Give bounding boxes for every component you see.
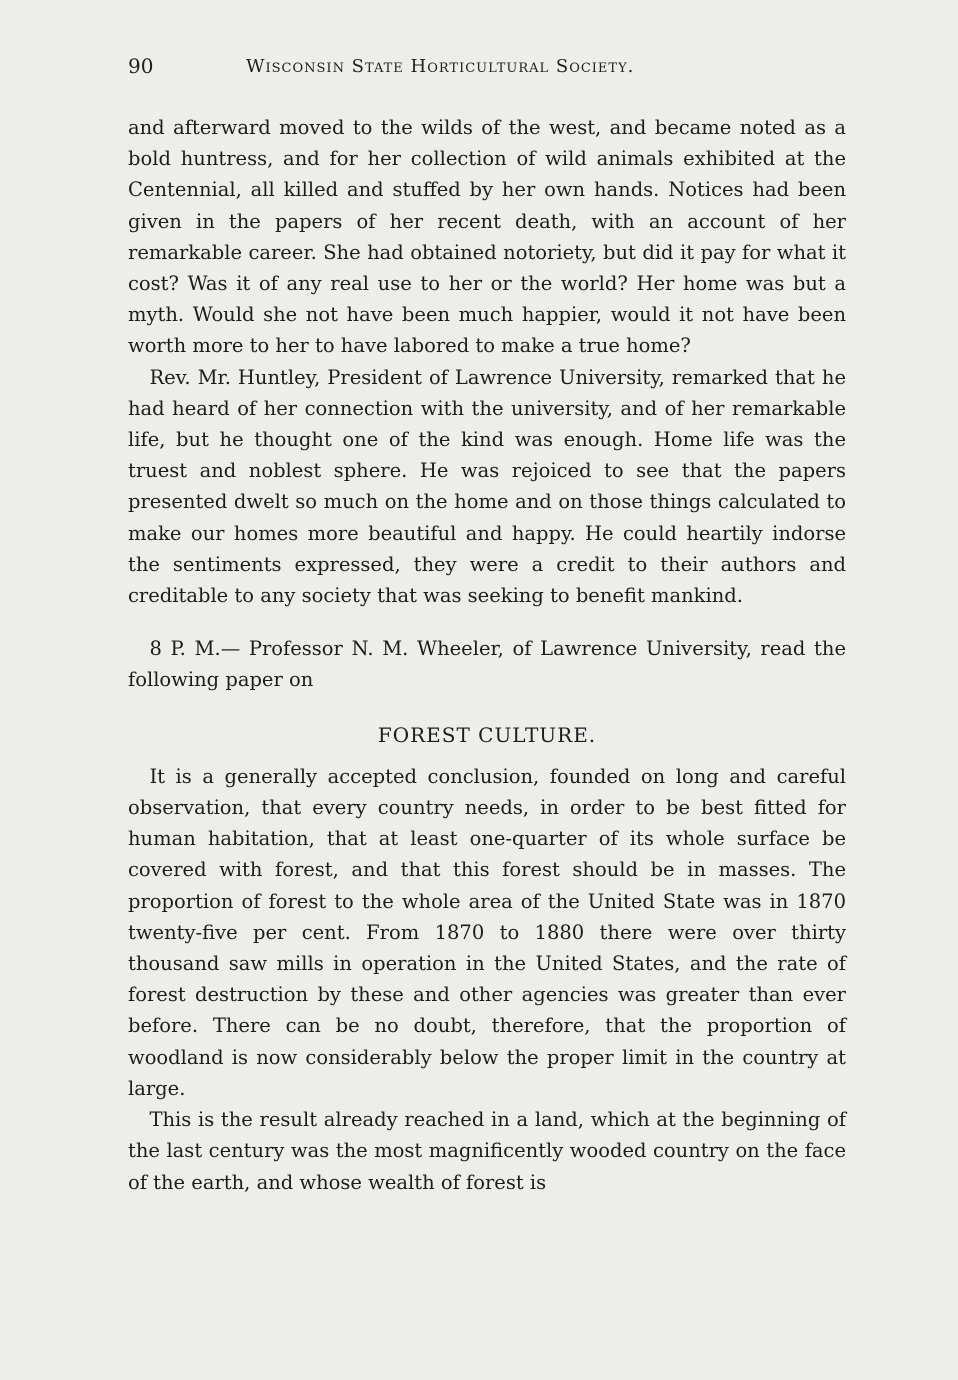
- page-body: [128, 112, 846, 1198]
- paragraph-session-intro: 8 P. M.— Professor N. M. Wheeler, of Lawrence University, read the following paper on: [128, 637, 846, 692]
- section-title: FOREST CULTURE.: [377, 722, 597, 747]
- running-head: Wisconsin State Horticultural Society.: [246, 56, 635, 77]
- paragraph-forest-1: It is a generally accepted conclusion, founded on long and careful observation, that every country needs, in order to be best fitted for human habitation, that at least one-quarter of its whole surface be covered with forest, and that this forest should be in masses. The proportion of forest to the whole area of the United State was in 1870 twenty-five per cent. From 1870 to 1880 there were over thirty thousand saw mills in operation in the United States, and the rate of forest destruction by these and other agencies was greater than ever before. There can be no doubt, therefore, that the proportion of woodland is now considerably below the proper limit in the country at large.: [128, 764, 846, 1100]
- paragraph-continued: and afterward moved to the wilds of the west, and became noted as a bold huntress, and for her collection of wild animals exhibited at the Centennial, all killed and stuffed by her own hands. Notices had been given in the papers of her recent death, with an account of her remarkable career. She had obtained notoriety, but did it pay for what it cost? Was it of any real use to her or the world? Her home was but a myth. Would she not have been much happier, would it not have been worth more to her to have labored to make a true home?: [128, 116, 846, 358]
- paragraph-forest-2: This is the result already reached in a land, which at the beginning of the last century was the most magnificently wooded country on the face of the earth, and whose wealth of forest is: [128, 1108, 846, 1194]
- page-number: 90: [128, 54, 154, 78]
- paragraph-huntley-remarks: Rev. Mr. Huntley, President of Lawrence University, remarked that he had heard of her connection with the university, and of her remarkable life, but he thought one of the kind was enough. Home life was the truest and noblest sphere. He was rejoiced to see that the papers presented dwelt so much on the home and on those things calculated to make our homes more beautiful and happy. He could heartily indorse the sentiments expressed, they were a credit to their authors and creditable to any society that was seeking to benefit mankind.: [128, 365, 846, 608]
